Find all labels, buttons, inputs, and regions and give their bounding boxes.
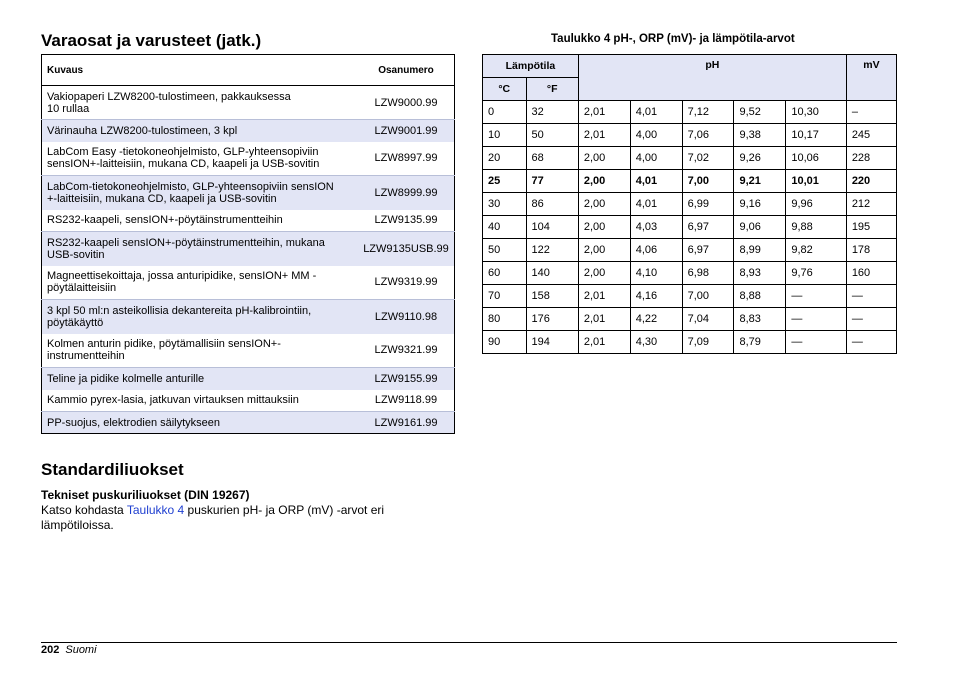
ph-value-cell: 9,38 xyxy=(734,124,786,147)
ph-value-cell: 2,00 xyxy=(578,193,630,216)
ph-value-cell: 9,52 xyxy=(734,101,786,124)
table-row xyxy=(42,142,455,176)
ph-value-cell: 4,22 xyxy=(630,308,682,331)
page-title: Varaosat ja varusteet (jatk.) xyxy=(41,31,262,50)
table-row xyxy=(42,300,455,334)
part-description: Värinauha LZW8200-tulostimeen, 3 kpl xyxy=(42,120,359,142)
part-number: LZW9135.99 xyxy=(358,210,455,232)
mv-value-cell: 195 xyxy=(846,216,896,239)
part-number: LZW8999.99 xyxy=(358,176,455,210)
temp-celsius-cell: 60 xyxy=(483,262,527,285)
part-number: LZW9319.99 xyxy=(358,266,455,300)
ph-value-cell: 2,00 xyxy=(578,147,630,170)
table-row xyxy=(483,308,897,331)
ph-value-cell: 10,17 xyxy=(786,124,846,147)
column-header-description: Kuvaus xyxy=(42,55,359,86)
table-row xyxy=(42,86,455,120)
paragraph-text-after: puskurien pH- ja ORP (mV) -arvot eri lämpötiloissa. xyxy=(41,503,385,532)
part-number: LZW9161.99 xyxy=(358,412,455,434)
ph-value-cell: 7,04 xyxy=(682,308,734,331)
column-header-celsius: °C xyxy=(483,78,527,101)
ph-value-cell: 7,02 xyxy=(682,147,734,170)
ph-value-cell: 2,00 xyxy=(578,239,630,262)
ph-value-cell: 10,30 xyxy=(786,101,846,124)
temp-celsius-cell: 70 xyxy=(483,285,527,308)
column-header-ph: pH xyxy=(578,55,846,101)
part-description: Kolmen anturin pidike, pöytämallisiin sensION+- instrumentteihin xyxy=(42,334,359,368)
temp-fahrenheit-cell: 104 xyxy=(526,216,578,239)
ph-value-cell: 7,12 xyxy=(682,101,734,124)
table-row xyxy=(42,390,455,412)
table-row xyxy=(483,170,897,193)
ph-value-cell: 2,01 xyxy=(578,308,630,331)
footer xyxy=(41,644,97,656)
ph-value-cell: 2,00 xyxy=(578,170,630,193)
mv-value-cell: — xyxy=(846,285,896,308)
table-row xyxy=(42,266,455,300)
column-header-mv: mV xyxy=(846,55,896,101)
part-description: Vakiopaperi LZW8200-tulostimeen, pakkauksessa 10 rullaa xyxy=(42,86,359,120)
ph-value-cell: 4,16 xyxy=(630,285,682,308)
table-row xyxy=(483,193,897,216)
table-caption: Taulukko 4 pH-, ORP (mV)- ja lämpötila-arvot xyxy=(551,33,795,45)
part-description: PP-suojus, elektrodien säilytykseen xyxy=(42,412,359,434)
ph-value-cell: 4,30 xyxy=(630,331,682,354)
mv-value-cell: — xyxy=(846,308,896,331)
column-header-part-number: Osanumero xyxy=(358,55,455,86)
part-number: LZW9155.99 xyxy=(358,368,455,390)
ph-value-cell: — xyxy=(786,308,846,331)
mv-value-cell: 160 xyxy=(846,262,896,285)
table-row xyxy=(42,412,455,434)
table-row xyxy=(483,124,897,147)
ph-value-cell: 6,99 xyxy=(682,193,734,216)
ph-value-cell: 4,00 xyxy=(630,147,682,170)
part-description: Teline ja pidike kolmelle anturille xyxy=(42,368,359,390)
table-row xyxy=(483,285,897,308)
section-title: Standardiliuokset xyxy=(41,460,184,479)
ph-value-cell: 8,88 xyxy=(734,285,786,308)
paragraph xyxy=(41,503,421,533)
mv-value-cell: – xyxy=(846,101,896,124)
ph-value-cell: 8,79 xyxy=(734,331,786,354)
ph-value-cell: 4,06 xyxy=(630,239,682,262)
ph-value-cell: 9,21 xyxy=(734,170,786,193)
subheading: Tekniset puskuriliuokset (DIN 19267) xyxy=(41,488,250,502)
ph-value-cell: 4,01 xyxy=(630,101,682,124)
mv-value-cell: 220 xyxy=(846,170,896,193)
temp-fahrenheit-cell: 77 xyxy=(526,170,578,193)
mv-value-cell: 228 xyxy=(846,147,896,170)
temp-celsius-cell: 80 xyxy=(483,308,527,331)
table-row xyxy=(42,176,455,210)
mv-value-cell: 178 xyxy=(846,239,896,262)
temp-celsius-cell: 90 xyxy=(483,331,527,354)
table-row xyxy=(483,216,897,239)
table-row xyxy=(42,210,455,232)
paragraph-text-before: Katso kohdasta xyxy=(41,503,127,517)
page-number: 202 xyxy=(41,644,60,656)
ph-value-cell: 2,01 xyxy=(578,101,630,124)
ph-value-cell: 9,16 xyxy=(734,193,786,216)
ph-value-cell: 9,88 xyxy=(786,216,846,239)
temp-celsius-cell: 20 xyxy=(483,147,527,170)
ph-value-cell: 9,26 xyxy=(734,147,786,170)
part-number: LZW9110.98 xyxy=(358,300,455,334)
part-number: LZW9135USB.99 xyxy=(358,232,455,266)
part-number: LZW9000.99 xyxy=(358,86,455,120)
ph-value-cell: 7,00 xyxy=(682,170,734,193)
temp-fahrenheit-cell: 176 xyxy=(526,308,578,331)
footer-language: Suomi xyxy=(65,644,97,656)
part-description: LabCom Easy -tietokoneohjelmisto, GLP-yhteensopiviin sensION+-laitteisiin, mukana CD, kaapeli ja USB-sovitin xyxy=(42,142,359,176)
temp-fahrenheit-cell: 86 xyxy=(526,193,578,216)
table-row xyxy=(483,262,897,285)
temp-fahrenheit-cell: 122 xyxy=(526,239,578,262)
part-number: LZW9321.99 xyxy=(358,334,455,368)
temp-fahrenheit-cell: 50 xyxy=(526,124,578,147)
table-row xyxy=(483,239,897,262)
temp-fahrenheit-cell: 140 xyxy=(526,262,578,285)
part-number: LZW8997.99 xyxy=(358,142,455,176)
part-number: LZW9118.99 xyxy=(358,390,455,412)
table-row xyxy=(483,147,897,170)
temp-celsius-cell: 10 xyxy=(483,124,527,147)
temp-fahrenheit-cell: 158 xyxy=(526,285,578,308)
part-description: RS232-kaapeli sensION+-pöytäinstrumentteihin, mukana USB-sovitin xyxy=(42,232,359,266)
ph-value-cell: — xyxy=(786,331,846,354)
ph-value-cell: 4,01 xyxy=(630,193,682,216)
part-description: 3 kpl 50 ml:n asteikollisia dekantereita pH-kalibrointiin, pöytäkäyttö xyxy=(42,300,359,334)
temp-celsius-cell: 25 xyxy=(483,170,527,193)
ph-value-cell: 7,06 xyxy=(682,124,734,147)
part-number: LZW9001.99 xyxy=(358,120,455,142)
ph-value-cell: 9,82 xyxy=(786,239,846,262)
table-row xyxy=(42,232,455,266)
ph-value-cell: 10,01 xyxy=(786,170,846,193)
ph-value-cell: 9,96 xyxy=(786,193,846,216)
ph-value-cell: 4,10 xyxy=(630,262,682,285)
footer-rule xyxy=(41,642,897,643)
ph-value-cell: 9,06 xyxy=(734,216,786,239)
temp-celsius-cell: 0 xyxy=(483,101,527,124)
ph-value-cell: 7,09 xyxy=(682,331,734,354)
temp-celsius-cell: 50 xyxy=(483,239,527,262)
part-description: Kammio pyrex-lasia, jatkuvan virtauksen mittauksiin xyxy=(42,390,359,412)
ph-value-cell: 8,99 xyxy=(734,239,786,262)
table-row xyxy=(42,334,455,368)
table-row xyxy=(483,101,897,124)
column-header-fahrenheit: °F xyxy=(526,78,578,101)
ph-value-cell: 4,00 xyxy=(630,124,682,147)
temp-celsius-cell: 40 xyxy=(483,216,527,239)
part-description: RS232-kaapeli, sensION+-pöytäinstrumentteihin xyxy=(42,210,359,232)
mv-value-cell: 212 xyxy=(846,193,896,216)
temp-fahrenheit-cell: 194 xyxy=(526,331,578,354)
parts-table xyxy=(41,54,455,434)
ph-value-cell: 2,00 xyxy=(578,216,630,239)
ph-value-cell: 6,98 xyxy=(682,262,734,285)
ph-value-cell: 2,01 xyxy=(578,124,630,147)
ph-value-cell: 4,01 xyxy=(630,170,682,193)
mv-value-cell: 245 xyxy=(846,124,896,147)
table-row xyxy=(42,368,455,390)
ph-value-cell: 4,03 xyxy=(630,216,682,239)
column-header-temperature: Lämpötila xyxy=(483,55,579,78)
temp-fahrenheit-cell: 32 xyxy=(526,101,578,124)
ph-value-cell: 2,01 xyxy=(578,331,630,354)
part-description: Magneettisekoittaja, jossa anturipidike, sensION+ MM - pöytälaitteisiin xyxy=(42,266,359,300)
temp-celsius-cell: 30 xyxy=(483,193,527,216)
mv-value-cell: — xyxy=(846,331,896,354)
ph-value-cell: — xyxy=(786,285,846,308)
ph-value-cell: 6,97 xyxy=(682,216,734,239)
ph-value-cell: 8,83 xyxy=(734,308,786,331)
table-reference-link[interactable]: Taulukko 4 xyxy=(126,503,185,517)
ph-value-cell: 9,76 xyxy=(786,262,846,285)
ph-table xyxy=(482,54,897,354)
ph-value-cell: 6,97 xyxy=(682,239,734,262)
ph-value-cell: 7,00 xyxy=(682,285,734,308)
ph-value-cell: 10,06 xyxy=(786,147,846,170)
table-row xyxy=(483,331,897,354)
part-description: LabCom-tietokoneohjelmisto, GLP-yhteensopiviin sensION +-laitteisiin, mukana CD, kaapeli ja USB-sovitin xyxy=(42,176,359,210)
ph-value-cell: 2,00 xyxy=(578,262,630,285)
ph-value-cell: 8,93 xyxy=(734,262,786,285)
ph-value-cell: 2,01 xyxy=(578,285,630,308)
temp-fahrenheit-cell: 68 xyxy=(526,147,578,170)
table-row xyxy=(42,120,455,142)
